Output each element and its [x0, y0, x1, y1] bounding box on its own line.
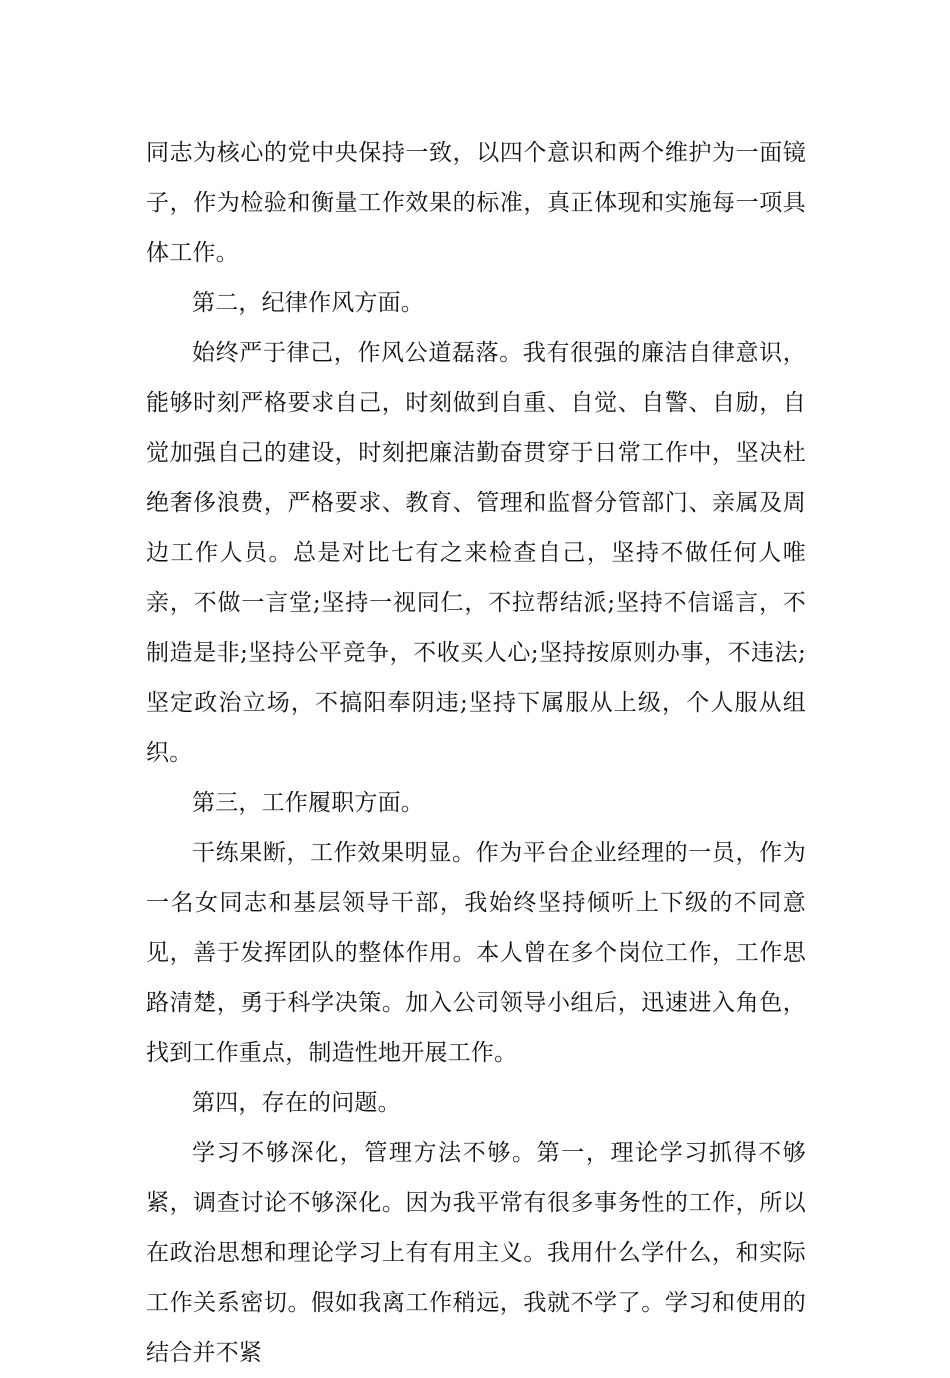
section-heading-problems: 第四，存在的问题。 — [192, 1090, 401, 1116]
section-heading-discipline: 第二，纪律作风方面。 — [192, 290, 424, 316]
paragraph-discipline: 始终严于律己，作风公道磊落。我有很强的廉洁自律意识，能够时刻严格要求自己，时刻做到自重、自觉、自警、自励，自觉加强自己的建设，时刻把廉洁勤奋贯穿于日常工作中，坚决杜绝奢侈浪费，严格要求、教育、管理和监督分管部门、亲属及周边工作人员。总是对比七有之来检查自己，坚持不做任何人唯亲，不做一言堂;坚持一视同仁，不拉帮结派;坚持不信谣言，不制造是非;坚持公平竞争，不收买人心;坚持按原则办事，不违法;坚定政治立场，不搞阳奉阴违;坚持下属服从上级，个人服从组织。 — [146, 340, 806, 766]
paragraph-performance: 干练果断，工作效果明显。作为平台企业经理的一员，作为一名女同志和基层领导干部，我始终坚持倾听上下级的不同意见，善于发挥团队的整体作用。本人曾在多个岗位工作，工作思路清楚，勇于科学决策。加入公司领导小组后，迅速进入角色，找到工作重点，制造性地开展工作。 — [146, 840, 806, 1066]
document-body — [146, 128, 806, 1378]
section-heading-performance: 第三，工作履职方面。 — [192, 790, 424, 816]
paragraph-continuation: 同志为核心的党中央保持一致，以四个意识和两个维护为一面镜子，作为检验和衡量工作效果的标准，真正体现和实施每一项具体工作。 — [146, 140, 806, 266]
paragraph-problems: 学习不够深化，管理方法不够。第一，理论学习抓得不够紧，调查讨论不够深化。因为我平常有很多事务性的工作，所以在政治思想和理论学习上有有用主义。我用什么学什么，和实际工作关系密切。假如我离工作稍远，我就不学了。学习和使用的结合并不紧 — [146, 1140, 806, 1366]
